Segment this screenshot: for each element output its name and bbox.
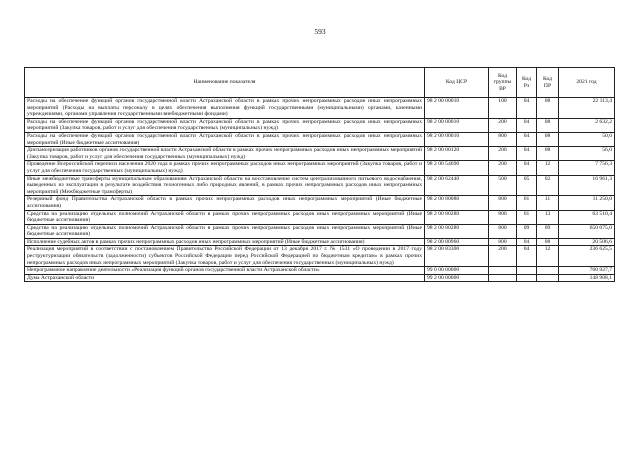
row-pr-code: 11 <box>537 196 559 210</box>
row-csr-code: 98 2 00 00010 <box>425 98 489 119</box>
table-row <box>25 274 615 282</box>
row-amount: 11 250,0 <box>559 196 615 210</box>
row-rz-code: 01 <box>517 210 537 224</box>
table-row <box>25 147 615 161</box>
row-csr-code: 98 2 00 80080 <box>425 196 489 210</box>
row-csr-code: 98 2 00 00010 <box>425 132 489 146</box>
row-csr-code: 99 2 00 00000 <box>425 274 489 282</box>
row-vr-code: 800 <box>489 132 517 146</box>
row-vr-code: 500 <box>489 175 517 196</box>
row-vr-code: 800 <box>489 196 517 210</box>
row-csr-code: 98 2 00 54690 <box>425 161 489 175</box>
table-row <box>25 98 615 119</box>
row-name: Иные межбюджетные трансферты муниципальным образованиям Астраханской области на восстановление систем централизованного питьевого водоснабжения, выведенных из эксплуатации в результате воздействия техногенных либо природных явлений, в рамках прочих непрограммных расходов иных непрограммных мероприятий (Межбюджетные трансферты) <box>25 175 425 196</box>
row-amount: 148 908,1 <box>559 274 615 282</box>
row-pr-code: 08 <box>537 238 559 246</box>
row-pr-code: 08 <box>537 98 559 119</box>
row-name: Проведение Всероссийской переписи населения 2020 года в рамках прочих непрограммных расходов иных непрограммных мероприятий (Закупка товаров, работ и услуг для обеспечения государственных (муниципальных) нужд) <box>25 161 425 175</box>
row-amount: 2 632,2 <box>559 118 615 132</box>
table-row <box>25 175 615 196</box>
table-row <box>25 246 615 267</box>
row-vr-code: 800 <box>489 224 517 238</box>
row-rz-code: 04 <box>517 98 537 119</box>
table-header-row <box>25 68 615 98</box>
header-pr: Код ПР <box>537 68 559 98</box>
header-csr: Код ЦСР <box>425 68 489 98</box>
row-amount: 7 756,3 <box>559 161 615 175</box>
row-name: Непрограммное направление деятельности «Реализация функций органов государственной власти Астраханской области» <box>25 267 425 275</box>
header-name: Наименование показателя <box>25 68 425 98</box>
row-pr-code: 13 <box>537 210 559 224</box>
row-name: Средства на реализацию отдельных полномочий Астраханской области в рамках прочих непрограммных расходов иных непрограммных мероприятий (Иные бюджетные ассигнования) <box>25 224 425 238</box>
budget-table <box>24 67 615 282</box>
row-name: Расходы на обеспечение функций органов государственной власти Астраханской области в рамках прочих непрограммных расходов иных непрограммных мероприятий (Иные бюджетные ассигнования) <box>25 132 425 146</box>
row-csr-code: 98 2 00 62440 <box>425 175 489 196</box>
table-row <box>25 132 615 146</box>
row-csr-code: 98 2 00 00120 <box>425 147 489 161</box>
row-csr-code: 98 2 00 80280 <box>425 224 489 238</box>
row-csr-code: 98 2 00 83300 <box>425 246 489 267</box>
row-vr-code <box>489 274 517 282</box>
row-amount: 760 927,7 <box>559 267 615 275</box>
row-amount: 650 075,0 <box>559 224 615 238</box>
row-rz-code: 04 <box>517 161 537 175</box>
table-row <box>25 238 615 246</box>
row-amount: 50,0 <box>559 132 615 146</box>
row-pr-code: 09 <box>537 224 559 238</box>
row-name: Расходы на обеспечение функций органов государственной власти Астраханской области в рамках прочих непрограммных расходов иных непрограммных мероприятий (Закупка товаров, работ и услуг для обеспечения государственных (муниципальных) нужд) <box>25 118 425 132</box>
row-pr-code: 02 <box>537 175 559 196</box>
row-name: Резервный фонд Правительства Астраханской области в рамках прочих непрограммных расходов иных непрограммных мероприятий (Иные бюджетные ассигнования) <box>25 196 425 210</box>
row-vr-code: 200 <box>489 147 517 161</box>
row-rz-code: 09 <box>517 224 537 238</box>
row-name: Дума Астраханской области <box>25 274 425 282</box>
row-rz-code: 04 <box>517 246 537 267</box>
row-rz-code <box>517 274 537 282</box>
table-row <box>25 224 615 238</box>
row-pr-code <box>537 267 559 275</box>
row-rz-code <box>517 267 537 275</box>
row-vr-code: 200 <box>489 246 517 267</box>
header-year: 2021 год <box>559 68 615 98</box>
row-name: Диспансеризация работников органов государственной власти Астраханской области в рамках прочих непрограммных расходов иных непрограммных мероприятий (Закупка товаров, работ и услуг для обеспечения государственных (муниципальных) нужд) <box>25 147 425 161</box>
row-vr-code: 100 <box>489 98 517 119</box>
row-name: Исполнение судебных актов в рамках прочих непрограммных расходов иных непрограммных мероприятий (Иные бюджетные ассигнования) <box>25 238 425 246</box>
row-rz-code: 04 <box>517 238 537 246</box>
row-rz-code: 01 <box>517 196 537 210</box>
table-row <box>25 196 615 210</box>
row-vr-code: 200 <box>489 118 517 132</box>
row-rz-code: 05 <box>517 175 537 196</box>
row-rz-code: 04 <box>517 118 537 132</box>
row-vr-code: 800 <box>489 238 517 246</box>
row-csr-code: 98 2 00 80280 <box>425 210 489 224</box>
row-amount: 16 961,3 <box>559 175 615 196</box>
row-rz-code: 04 <box>517 132 537 146</box>
page-number: 593 <box>314 27 326 36</box>
row-csr-code: 99 0 00 00000 <box>425 267 489 275</box>
row-name: Расходы на обеспечение функций органов государственной власти Астраханской области в рамках прочих непрограммных расходов иных непрограммных мероприятий (Расходы на выплаты персоналу в целях обеспечения выполнения функций государственными (муниципальными) органами, казенными учреждениями, органами управления государственными внебюджетными фондами) <box>25 98 425 119</box>
row-amount: 63 510,4 <box>559 210 615 224</box>
table-row <box>25 210 615 224</box>
header-rz: Код Рз <box>517 68 537 98</box>
table-row <box>25 118 615 132</box>
row-pr-code <box>537 274 559 282</box>
row-csr-code: 98 2 00 00010 <box>425 118 489 132</box>
row-pr-code: 08 <box>537 132 559 146</box>
row-pr-code: 12 <box>537 161 559 175</box>
header-vr: Код группы ВР <box>489 68 517 98</box>
row-rz-code: 04 <box>517 147 537 161</box>
row-amount: 56,0 <box>559 147 615 161</box>
row-amount: 20 506,6 <box>559 238 615 246</box>
row-name: Средства на реализацию отдельных полномочий Астраханской области в рамках прочих непрограммных расходов иных непрограммных мероприятий (Иные бюджетные ассигнования) <box>25 210 425 224</box>
table-row <box>25 267 615 275</box>
row-vr-code: 800 <box>489 210 517 224</box>
row-name: Реализация мероприятий в соответствии с постановлением Правительства Российской Федерации от 13 декабря 2017 г. № 1531 «О проведении в 2017 году реструктуризации обязательств (задолженности) субъектов Российской Федерации перед Российской Федерацией по бюджетным кредитам» в рамках прочих непрограммных расходов иных непрограммных мероприятий (Закупка товаров, работ и услуг для обеспечения государственных (муниципальных) нужд) <box>25 246 425 267</box>
table-row <box>25 161 615 175</box>
row-pr-code: 08 <box>537 118 559 132</box>
row-vr-code <box>489 267 517 275</box>
row-pr-code: 08 <box>537 147 559 161</box>
row-pr-code: 12 <box>537 246 559 267</box>
row-amount: 236 625,5 <box>559 246 615 267</box>
row-vr-code: 200 <box>489 161 517 175</box>
row-amount: 22 113,4 <box>559 98 615 119</box>
row-csr-code: 98 2 00 80960 <box>425 238 489 246</box>
